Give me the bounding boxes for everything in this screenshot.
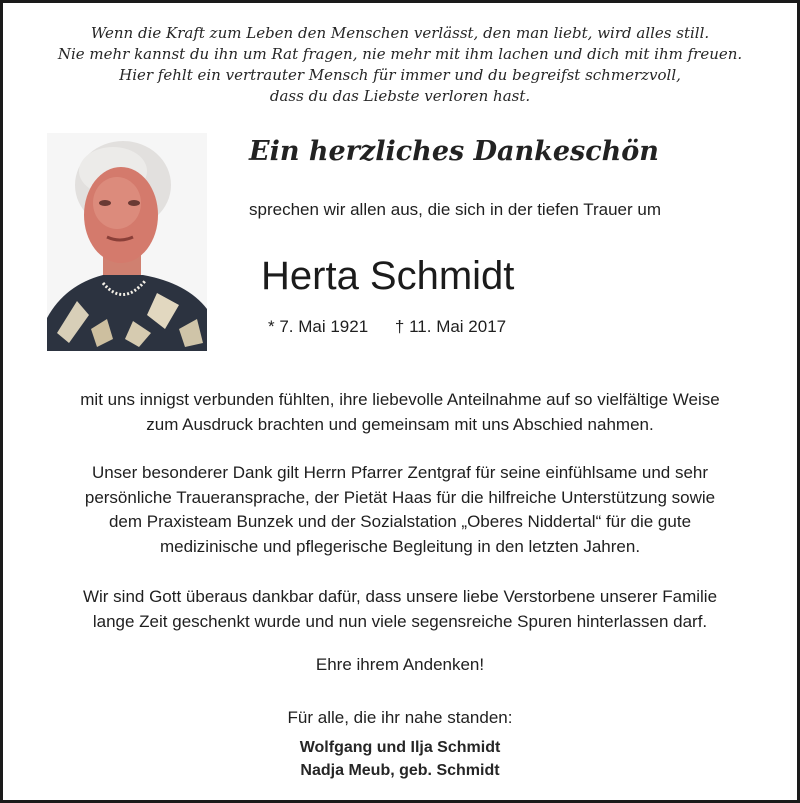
life-dates	[268, 315, 506, 339]
signer-name: Nadja Meub, geb. Schmidt	[300, 762, 500, 779]
paragraph-line: dem Praxisteam Bunzek und der Sozialstation „Oberes Niddertal“ für die gute	[108, 512, 692, 531]
thanks-heading: Ein herzliches Dankeschön	[249, 136, 659, 167]
paragraph-line: medizinische und pflegerische Begleitung in den letzten Jahren.	[159, 536, 641, 556]
paragraph-line: lange Zeit geschenkt wurde und nun viele segensreiche Spuren hinterlassen darf.	[92, 611, 708, 631]
paragraph-line: zum Ausdruck brachten und gemeinsam mit uns Abschied nahmen.	[146, 414, 654, 434]
paragraph-gratitude	[23, 585, 777, 634]
death-date: † 11. Mai 2017	[394, 317, 507, 336]
paragraph-condolence	[23, 388, 777, 437]
signers-intro: Für alle, die ihr nahe standen:	[287, 708, 513, 727]
remembrance-line: Ehre ihrem Andenken!	[315, 655, 485, 674]
signer-name: Wolfgang und Ilja Schmidt	[299, 739, 501, 756]
deceased-name: Herta Schmidt	[261, 254, 515, 298]
paragraph-line: Unser besonderer Dank gilt Herrn Pfarrer Zentgraf für seine einfühlsame und sehr	[91, 463, 709, 482]
paragraph-special-thanks	[23, 461, 777, 559]
birth-date: * 7. Mai 1921	[268, 317, 369, 336]
paragraph-line: Wir sind Gott überaus dankbar dafür, dass unsere liebe Verstorbene unserer Familie	[82, 587, 718, 606]
poem-line: Nie mehr kannst du ihn um Rat fragen, nie mehr mit ihm lachen und dich mit ihm freuen.	[57, 45, 743, 63]
poem-line: dass du das Liebste verloren hast.	[269, 87, 531, 105]
poem-line: Hier fehlt ein vertrauter Mensch für immer und du begreifst schmerzvoll,	[119, 66, 681, 84]
intro-text: sprechen wir allen aus, die sich in der tiefen Trauer um	[249, 200, 661, 219]
paragraph-line: mit uns innigst verbunden fühlten, ihre liebevolle Anteilnahme auf so vielfältige Weise	[80, 390, 720, 409]
paragraph-line: persönliche Traueransprache, der Pietät Haas für die hilfreiche Unterstützung sowie	[84, 487, 716, 507]
signers-block	[3, 736, 797, 782]
memorial-poem	[3, 23, 797, 107]
portrait-photo	[47, 133, 207, 351]
poem-line: Wenn die Kraft zum Leben den Menschen verlässt, den man liebt, wird alles still.	[90, 24, 710, 42]
